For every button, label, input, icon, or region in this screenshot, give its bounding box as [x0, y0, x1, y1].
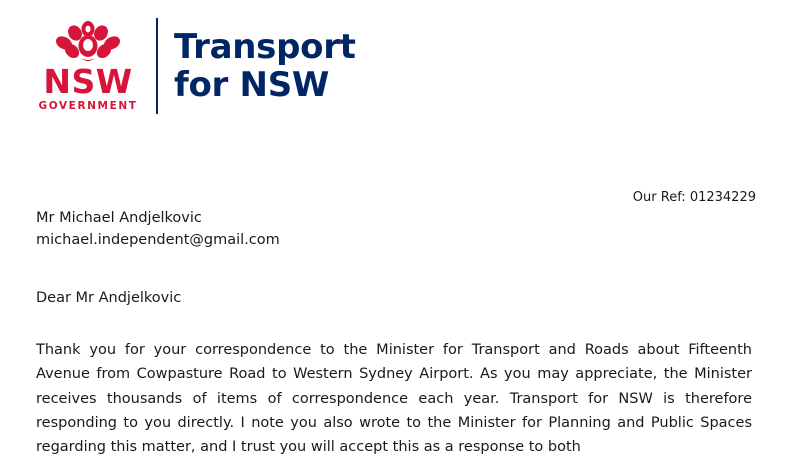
nsw-waratah-icon [51, 20, 125, 64]
body-paragraph-1-cutoff [36, 445, 752, 450]
brand-line-two: for NSW [174, 65, 330, 105]
letterhead [34, 18, 356, 114]
brand-line-one: Transport [174, 26, 356, 67]
our-ref: Our Ref: 01234229 [632, 190, 756, 205]
government-logo-text: GOVERNMENT [38, 100, 138, 113]
salutation: Dear Mr Andjelkovic [36, 290, 182, 306]
nsw-logo-text: NSW [43, 62, 133, 102]
transport-for-nsw-brand [174, 28, 356, 104]
addressee-block [36, 207, 280, 252]
recipient-email: michael.independent@gmail.com [36, 232, 280, 249]
nsw-government-logo [34, 20, 142, 112]
body-paragraph-1: Thank you for your correspondence to the Minister for Transport and Roads about Fifteenth Avenue from Cowpasture Road to Western Sydney Airport. As you may appreciate, the Minister receives thousands of items of correspondence each year. Transport for NSW is therefore responding to you directly. I note you also wrote to the Minister for Planning and Public Spaces regarding this matter, and I trust you will accept this as a response to both [36, 342, 752, 456]
recipient-name: Mr Michael Andjelkovic [36, 210, 202, 226]
logo-divider [156, 18, 158, 114]
